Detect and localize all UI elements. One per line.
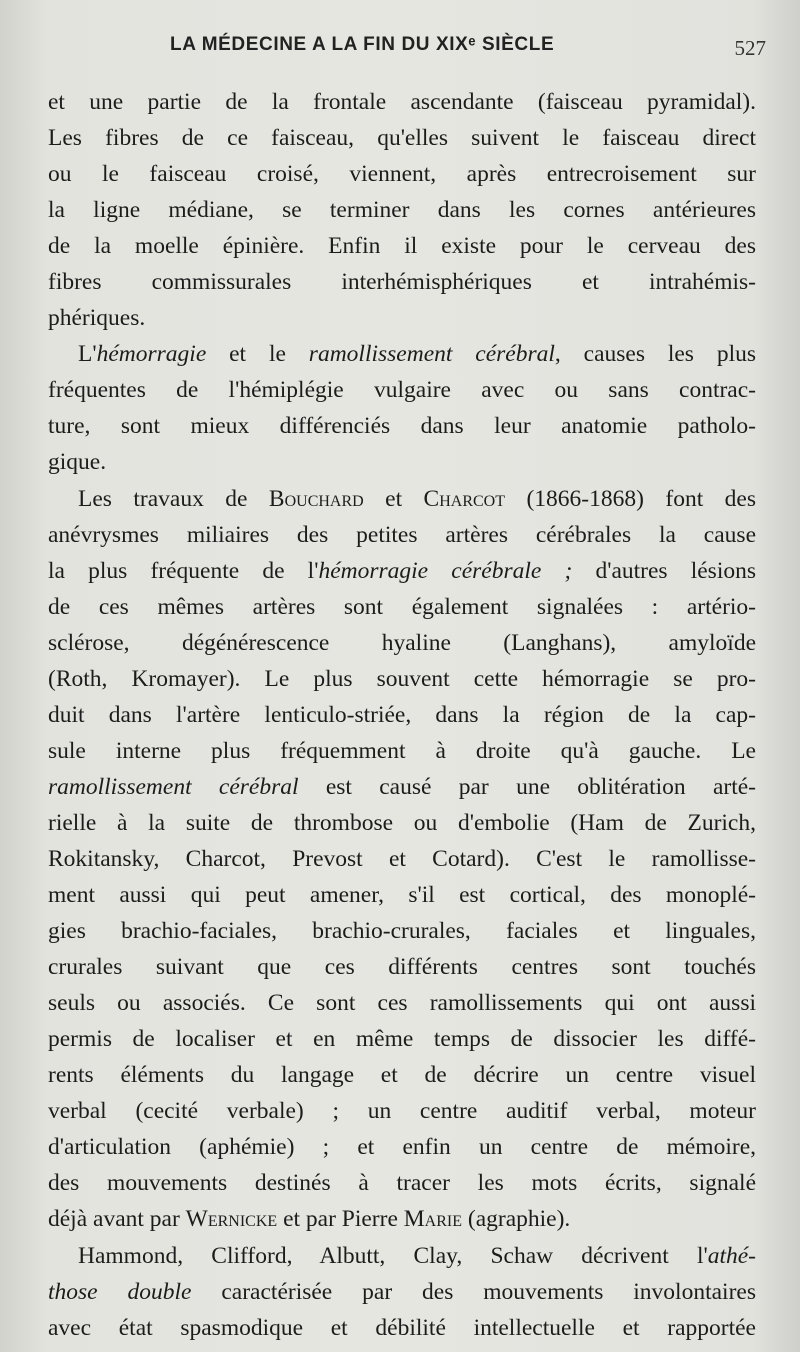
text-segment: et (363, 485, 424, 512)
page-number: 527 (734, 36, 766, 60)
text-line: d'articulation (aphémie) ; et enfin un centre de mémoire, (48, 1134, 756, 1161)
text-line: phériques. (48, 305, 146, 332)
text-line: rents éléments du langage et de décrire un centre visuel (48, 1062, 756, 1089)
text-line: Les fibres de ce faisceau, qu'elles suivent le faisceau direct (48, 125, 756, 152)
text-line: des mouvements destinés à tracer les mots écrits, signalé (48, 1170, 756, 1197)
text-line: avec état spasmodique et débilité intellectuelle et rapportée (48, 1314, 756, 1341)
italic-term: hémorragie cérébrale ; (318, 557, 573, 584)
text-line: sule interne plus fréquemment à droite qu'à gauche. Le (48, 737, 756, 764)
paragraph-1 (48, 84, 756, 336)
italic-term: hémorragie (96, 341, 207, 368)
paragraph-4 (48, 1238, 756, 1346)
text-line: de la moelle épinière. Enfin il existe pour le cerveau des (48, 233, 756, 260)
text-segment: (1866-1868) font des (505, 485, 756, 512)
text-line: anévrysmes miliaires des petites artères cérébrales la cause (48, 521, 756, 548)
text-segment: Les travaux de (78, 485, 269, 512)
body-text (48, 84, 756, 1346)
text-line (48, 1238, 756, 1274)
text-segment: et le (206, 341, 309, 368)
author-name: Wernicke (185, 1206, 278, 1233)
text-line: ment aussi qui peut amener, s'il est cortical, des monoplé- (48, 882, 756, 909)
text-line (48, 336, 756, 372)
text-line: de ces mêmes artères sont également signalées : artério- (48, 593, 756, 620)
text-line: la ligne médiane, se terminer dans les cornes antérieures (48, 197, 756, 224)
text-segment: L' (78, 341, 97, 368)
text-line: seuls ou associés. Ce sont ces ramollissements qui ont aussi (48, 990, 756, 1017)
text-line (48, 1274, 756, 1310)
text-line: fibres commissurales interhémisphériques et intrahémis- (48, 269, 756, 296)
text-segment: d'autres lésions (572, 557, 756, 584)
text-segment: est causé par une oblitération arté- (298, 773, 756, 800)
italic-term: ramollissement cérébral (308, 341, 555, 368)
author-name: Charcot (423, 485, 506, 512)
text-line: rielle à la suite de thrombose ou d'embolie (Ham de Zurich, (48, 809, 756, 836)
text-line: ou le faisceau croisé, viennent, après entrecroisement sur (48, 161, 756, 188)
italic-term: ramollissement cérébral (48, 773, 299, 800)
text-line: duit dans l'artère lenticulo-striée, dans la région de la cap- (48, 701, 756, 728)
text-line: gies brachio-faciales, brachio-crurales, faciales et linguales, (48, 918, 756, 945)
text-segment: Hammond, Clifford, Albutt, Clay, Schaw décrivent l' (78, 1242, 708, 1269)
text-line: et une partie de la frontale ascendante (faisceau pyramidal). (48, 89, 756, 115)
text-line (48, 1201, 756, 1237)
text-line: fréquentes de l'hémiplégie vulgaire avec ou sans contrac- (48, 377, 756, 404)
text-line: sclérose, dégénérescence hyaline (Langhans), amyloïde (48, 629, 756, 656)
text-segment: (agraphie). (462, 1206, 571, 1233)
running-title: LA MÉDECINE A LA FIN DU XIXᵉ SIÈCLE (170, 34, 555, 55)
text-segment: , causes les plus (554, 341, 756, 368)
text-line: gique. (48, 449, 107, 476)
italic-term: those double (48, 1278, 192, 1305)
text-segment: et par Pierre (277, 1206, 404, 1233)
italic-term: athé- (707, 1242, 756, 1269)
text-line: (Roth, Kromayer). Le plus souvent cette hémorragie se pro- (48, 665, 756, 692)
author-name: Bouchard (268, 485, 364, 512)
text-line: permis de localiser et en même temps de dissocier les diffé- (48, 1026, 756, 1053)
text-segment: la plus fréquente de l' (48, 557, 319, 584)
page-header (0, 34, 800, 64)
text-line (48, 769, 756, 805)
text-segment: déjà avant par (48, 1206, 186, 1233)
paragraph-3 (48, 481, 756, 1238)
text-line: crurales suivant que ces différents centres sont touchés (48, 954, 756, 981)
paragraph-2 (48, 336, 756, 480)
text-line: verbal (cecité verbale) ; un centre auditif verbal, moteur (48, 1098, 756, 1125)
text-line: ture, sont mieux différenciés dans leur anatomie patholo- (48, 413, 756, 440)
text-line (48, 553, 756, 589)
author-name: Marie (403, 1206, 462, 1233)
text-line: Rokitansky, Charcot, Prevost et Cotard). C'est le ramollisse- (48, 845, 756, 872)
text-line (48, 481, 756, 517)
text-segment: caractérisée par des mouvements involontaires (191, 1278, 756, 1305)
